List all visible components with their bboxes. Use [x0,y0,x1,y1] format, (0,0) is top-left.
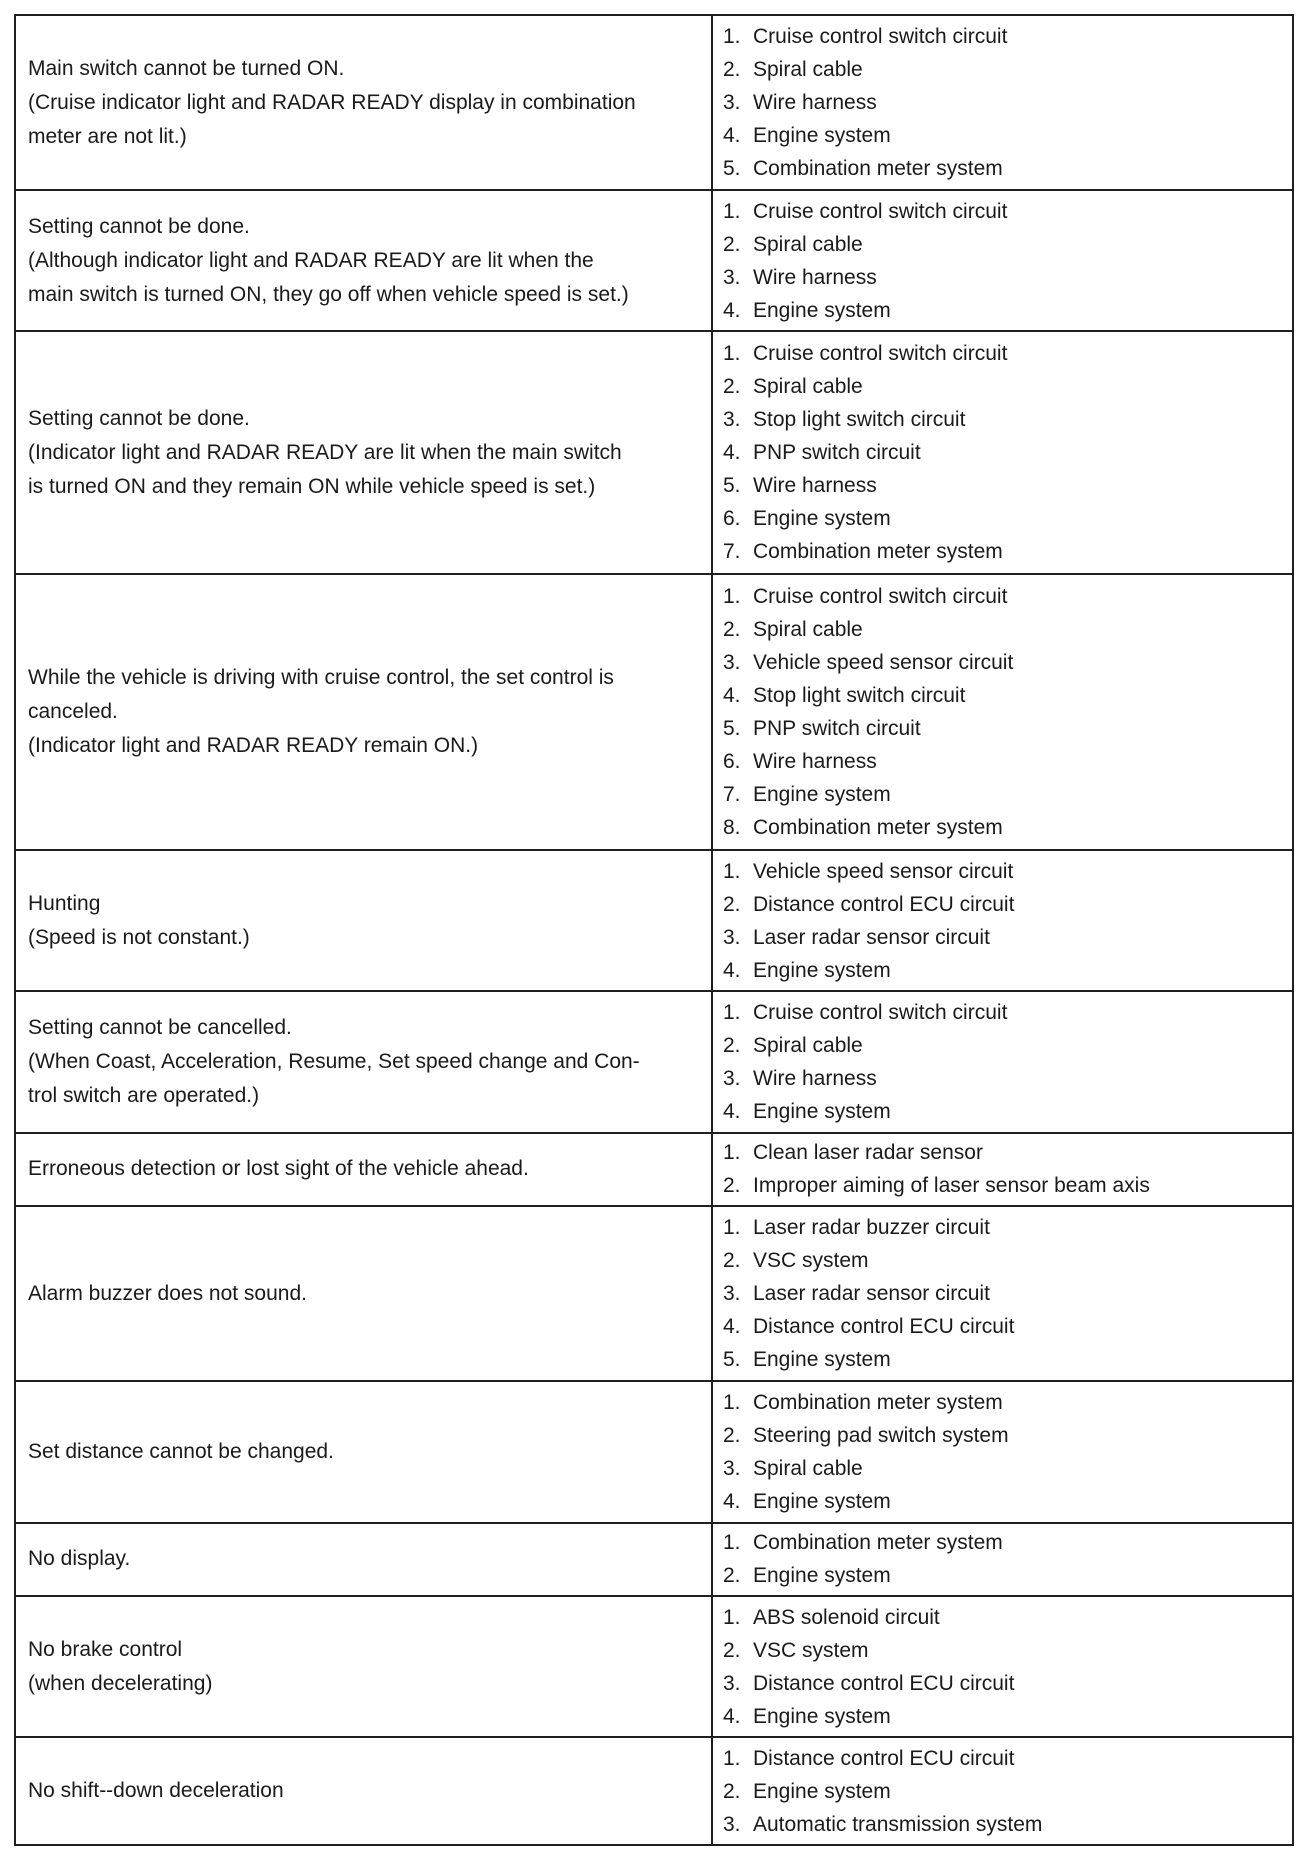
suspect-area-item [723,712,1292,745]
symptom-text: (Although indicator light and RADAR READY are lit when the [28,248,594,272]
suspect-area-item [723,502,1292,535]
table-row [15,1523,1293,1597]
item-number: 3. [723,1671,741,1695]
suspect-area-list [723,1211,1292,1376]
suspect-area-item [723,1559,1292,1592]
table-row [15,991,1293,1132]
suspect-area-text: Engine system [753,782,891,806]
symptom-cell [15,1596,712,1737]
suspect-area-item [723,1808,1292,1841]
item-number: 1. [723,1141,741,1165]
table-row [15,574,1293,850]
suspect-area-item [723,580,1292,613]
suspect-area-item [723,53,1292,86]
suspect-area-text: Engine system [753,958,891,982]
item-number: 4. [723,958,741,982]
item-number: 7. [723,540,741,564]
suspect-area-item [723,294,1292,327]
table-row [15,850,1293,991]
suspect-area-list [723,1601,1292,1733]
suspect-area-text: Automatic transmission system [753,1812,1043,1836]
symptom-text: Setting cannot be done. [28,406,250,430]
problem-symptoms-table [14,14,1294,1846]
symptom-cell [15,850,712,991]
suspect-area-item [723,195,1292,228]
suspect-area-item [723,1667,1292,1700]
suspect-area-item [723,1169,1292,1202]
suspect-area-item [723,1343,1292,1376]
item-number: 5. [723,157,741,180]
symptom-text: main switch is turned ON, they go off when vehicle speed is set.) [28,282,629,306]
item-number: 2. [723,1249,741,1273]
table-row [15,15,1293,190]
suspect-area-item [723,1526,1292,1559]
item-number: 3. [723,1066,741,1090]
suspect-area-text: Stop light switch circuit [753,683,966,707]
suspect-area-list [723,1742,1292,1841]
item-number: 1. [723,1216,741,1240]
suspect-area-item [723,337,1292,370]
suspect-area-item [723,1700,1292,1733]
suspect-area-item [723,1485,1292,1518]
item-number: 1. [723,1390,741,1414]
table-row [15,1381,1293,1522]
suspect-area-text: Combination meter system [753,1531,1003,1555]
suspect-area-text: VSC system [753,1249,869,1273]
item-number: 1. [723,584,741,608]
item-number: 2. [723,232,741,256]
symptom-text: (When Coast, Acceleration, Resume, Set speed change and Con- [28,1049,640,1073]
table-body [15,15,1293,1845]
item-number: 1. [723,1605,741,1629]
item-number: 2. [723,1033,741,1057]
suspect-area-text: PNP switch circuit [753,716,921,740]
suspect-area-item [723,1062,1292,1095]
item-number: 6. [723,749,741,773]
suspect-area-text: Spiral cable [753,617,863,641]
suspect-area-list [723,1386,1292,1518]
suspect-area-item [723,403,1292,436]
symptom-text: Hunting [28,891,101,915]
item-number: 7. [723,782,741,806]
suspect-area-text: Laser radar sensor circuit [753,1282,990,1306]
item-number: 5. [723,1348,741,1372]
symptom-text: is turned ON and they remain ON while vehicle speed is set.) [28,474,596,498]
suspect-area-cell [712,190,1293,331]
symptom-cell [15,190,712,331]
suspect-area-item [723,86,1292,119]
suspect-area-text: Wire harness [753,91,877,114]
item-number: 2. [723,1564,741,1588]
item-number: 4. [723,1315,741,1339]
suspect-area-text: Wire harness [753,749,877,773]
symptom-text: No display. [28,1547,131,1571]
suspect-area-cell [712,1737,1293,1845]
suspect-area-item [723,1136,1292,1169]
suspect-area-text: Wire harness [753,474,877,498]
suspect-area-text: Engine system [753,1099,891,1123]
symptom-text: trol switch are operated.) [28,1083,260,1107]
item-number: 1. [723,342,741,366]
symptom-cell [15,1206,712,1381]
suspect-area-text: Spiral cable [753,1033,863,1057]
item-number: 5. [723,474,741,498]
suspect-area-text: Combination meter system [753,540,1003,564]
symptom-text: Main switch cannot be turned ON. [28,56,345,80]
symptom-text: Setting cannot be done. [28,214,250,238]
symptom-text: meter are not lit.) [28,124,187,148]
symptom-text: No shift--down deceleration [28,1779,284,1803]
suspect-area-cell [712,574,1293,850]
suspect-area-item [723,778,1292,811]
item-number: 2. [723,1174,741,1198]
suspect-area-text: Improper aiming of laser sensor beam axis [753,1174,1150,1198]
table-row [15,1206,1293,1381]
item-number: 4. [723,124,741,147]
suspect-area-text: Engine system [753,124,891,147]
item-number: 3. [723,1282,741,1306]
suspect-area-text: Distance control ECU circuit [753,1746,1015,1770]
suspect-area-item [723,811,1292,844]
suspect-area-list [723,20,1292,185]
suspect-area-text: Vehicle speed sensor circuit [753,859,1014,883]
suspect-area-list [723,1526,1292,1592]
suspect-area-cell [712,991,1293,1132]
symptom-text: While the vehicle is driving with cruise control, the set control is [28,665,614,689]
item-number: 3. [723,408,741,432]
suspect-area-item [723,1277,1292,1310]
symptom-text: (Cruise indicator light and RADAR READY display in combination [28,90,636,114]
suspect-area-item [723,228,1292,261]
item-number: 3. [723,1456,741,1480]
suspect-area-list [723,337,1292,568]
symptom-text: Set distance cannot be changed. [28,1439,334,1463]
suspect-area-item [723,1310,1292,1343]
item-number: 3. [723,650,741,674]
suspect-area-item [723,261,1292,294]
suspect-area-item [723,745,1292,778]
item-number: 4. [723,1704,741,1728]
symptom-text: Alarm buzzer does not sound. [28,1281,307,1305]
suspect-area-item [723,535,1292,568]
suspect-area-text: Cruise control switch circuit [753,584,1008,608]
suspect-area-text: Combination meter system [753,815,1003,839]
suspect-area-cell [712,1133,1293,1207]
symptom-text: (Indicator light and RADAR READY are lit when the main switch [28,440,622,464]
symptom-cell [15,991,712,1132]
item-number: 4. [723,1489,741,1513]
symptom-text: Erroneous detection or lost sight of the vehicle ahead. [28,1157,529,1181]
suspect-area-item [723,1386,1292,1419]
symptom-text: (Speed is not constant.) [28,925,250,949]
suspect-area-item [723,1211,1292,1244]
table-row [15,1133,1293,1207]
item-number: 2. [723,1423,741,1447]
table-row [15,1737,1293,1845]
suspect-area-text: Spiral cable [753,58,863,81]
suspect-area-text: Steering pad switch system [753,1423,1009,1447]
table-row [15,190,1293,331]
suspect-area-item [723,1634,1292,1667]
suspect-area-text: Clean laser radar sensor [753,1141,983,1165]
symptom-text: Setting cannot be cancelled. [28,1015,292,1039]
item-number: 4. [723,683,741,707]
suspect-area-list [723,1136,1292,1202]
item-number: 1. [723,1000,741,1024]
suspect-area-text: PNP switch circuit [753,441,921,465]
item-number: 4. [723,441,741,465]
item-number: 2. [723,375,741,399]
suspect-area-item [723,888,1292,921]
suspect-area-cell [712,1381,1293,1522]
suspect-area-text: VSC system [753,1638,869,1662]
suspect-area-item [723,152,1292,185]
suspect-area-text: Engine system [753,1779,891,1803]
symptom-cell [15,1381,712,1522]
suspect-area-list [723,195,1292,327]
item-number: 4. [723,298,741,322]
suspect-area-item [723,679,1292,712]
item-number: 4. [723,1099,741,1123]
symptom-cell [15,574,712,850]
suspect-area-item [723,469,1292,502]
suspect-area-text: Wire harness [753,265,877,289]
suspect-area-cell [712,331,1293,574]
suspect-area-text: Spiral cable [753,1456,863,1480]
suspect-area-text: Engine system [753,1704,891,1728]
suspect-area-item [723,1601,1292,1634]
suspect-area-item [723,370,1292,403]
suspect-area-item [723,1742,1292,1775]
suspect-area-text: Engine system [753,1489,891,1513]
item-number: 3. [723,265,741,289]
suspect-area-cell [712,1523,1293,1597]
item-number: 1. [723,1531,741,1555]
symptom-cell [15,331,712,574]
item-number: 2. [723,1638,741,1662]
suspect-area-text: Spiral cable [753,232,863,256]
table-row [15,1596,1293,1737]
symptom-cell [15,15,712,190]
item-number: 1. [723,859,741,883]
suspect-area-text: ABS solenoid circuit [753,1605,940,1629]
suspect-area-item [723,1419,1292,1452]
suspect-area-text: Cruise control switch circuit [753,1000,1008,1024]
suspect-area-item [723,646,1292,679]
item-number: 3. [723,1812,741,1836]
suspect-area-item [723,855,1292,888]
item-number: 1. [723,25,741,48]
item-number: 5. [723,716,741,740]
symptom-cell [15,1737,712,1845]
suspect-area-item [723,119,1292,152]
item-number: 3. [723,91,741,114]
suspect-area-text: Laser radar buzzer circuit [753,1216,990,1240]
suspect-area-cell [712,15,1293,190]
symptom-text: canceled. [28,699,118,723]
item-number: 1. [723,1746,741,1770]
suspect-area-list [723,996,1292,1128]
suspect-area-text: Distance control ECU circuit [753,1671,1015,1695]
suspect-area-item [723,20,1292,53]
suspect-area-text: Vehicle speed sensor circuit [753,650,1014,674]
suspect-area-item [723,1029,1292,1062]
suspect-area-cell [712,1596,1293,1737]
suspect-area-text: Engine system [753,507,891,531]
suspect-area-item [723,921,1292,954]
suspect-area-text: Spiral cable [753,375,863,399]
suspect-area-text: Combination meter system [753,1390,1003,1414]
item-number: 6. [723,507,741,531]
suspect-area-list [723,580,1292,844]
suspect-area-item [723,436,1292,469]
suspect-area-cell [712,850,1293,991]
suspect-area-text: Distance control ECU circuit [753,1315,1015,1339]
suspect-area-item [723,954,1292,987]
item-number: 3. [723,925,741,949]
suspect-area-text: Stop light switch circuit [753,408,966,432]
suspect-area-item [723,613,1292,646]
suspect-area-cell [712,1206,1293,1381]
suspect-area-text: Cruise control switch circuit [753,25,1008,48]
item-number: 1. [723,199,741,223]
symptom-text: (Indicator light and RADAR READY remain ON.) [28,733,479,757]
symptom-cell [15,1523,712,1597]
suspect-area-item [723,1452,1292,1485]
symptom-text: (when decelerating) [28,1671,213,1695]
suspect-area-text: Laser radar sensor circuit [753,925,990,949]
symptom-cell [15,1133,712,1207]
suspect-area-text: Cruise control switch circuit [753,342,1008,366]
item-number: 2. [723,58,741,81]
item-number: 8. [723,815,741,839]
suspect-area-text: Wire harness [753,1066,877,1090]
suspect-area-text: Engine system [753,298,891,322]
item-number: 2. [723,892,741,916]
suspect-area-text: Combination meter system [753,157,1003,180]
suspect-area-item [723,1095,1292,1128]
symptom-text: No brake control [28,1637,183,1661]
suspect-area-item [723,1244,1292,1277]
suspect-area-text: Cruise control switch circuit [753,199,1008,223]
item-number: 2. [723,617,741,641]
suspect-area-text: Distance control ECU circuit [753,892,1015,916]
suspect-area-item [723,996,1292,1029]
item-number: 2. [723,1779,741,1803]
suspect-area-list [723,855,1292,987]
suspect-area-text: Engine system [753,1348,891,1372]
suspect-area-item [723,1775,1292,1808]
suspect-area-text: Engine system [753,1564,891,1588]
table-row [15,331,1293,574]
